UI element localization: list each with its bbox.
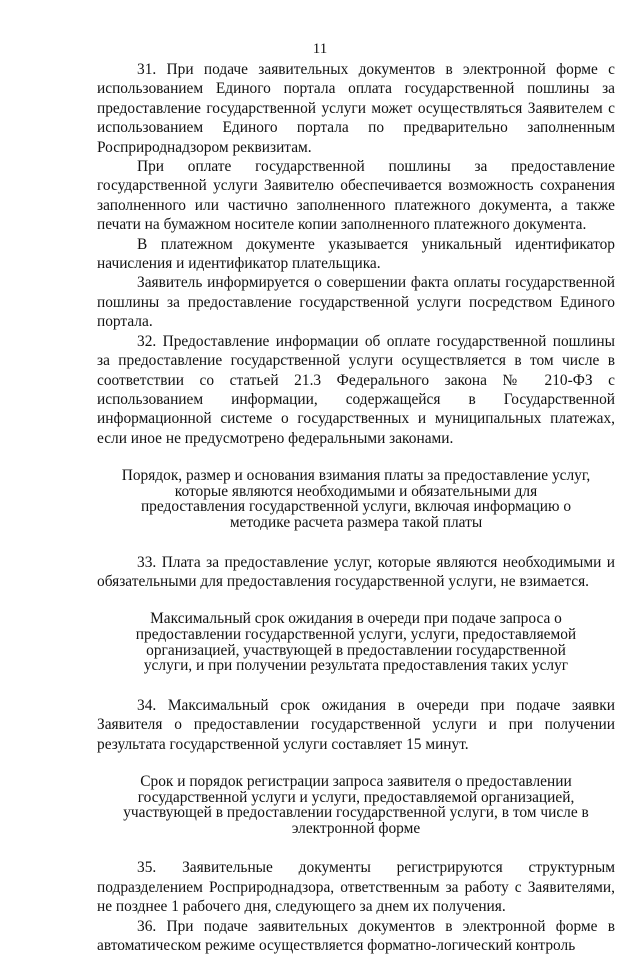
section-heading-queue-time: Максимальный срок ожидания в очереди при подаче запроса о предоставлении государственной услуги, услуги, предоставляемой организацией, участвующей в предоставлении государственной услуги, и при получении результата предоставления таких услуг [121, 611, 591, 673]
paragraph-31: 31. При подаче заявительных документов в электронной форме с использованием Единого портала оплата государственной пошлины за предоставление государственной услуги может осуществляться Заявителем с использованием Единого портала по предварительно заполненным Росприроднадзором реквизитам. [97, 60, 615, 157]
section-heading-registration: Срок и порядок регистрации запроса заявителя о предоставлении государственной услуги и услуги, предоставляемой организацией, участвующей в предоставлении государственной услуги, в том числе в электронной форме [121, 774, 591, 836]
paragraph-34: 34. Максимальный срок ожидания в очереди при подаче заявки Заявителя о предоставлении государственной услуги и при получении результата государственной услуги составляет 15 минут. [97, 696, 615, 754]
paragraph-32: 32. Предоставление информации об оплате государственной пошлины за предоставление государственной услуги осуществляется в том числе в соответствии со статьей 21.3 Федерального закона № 210-ФЗ с использованием информации, содержащейся в Государственной информационной системе о государственных и муниципальных платежах, если иное не предусмотрено федеральными законами. [97, 332, 615, 448]
page-number: 11 [0, 40, 640, 58]
paragraph-duty-payment: При оплате государственной пошлины за предоставление государственной услуги Заявителю обеспечивается возможность сохранения заполненного или частично заполненного платежного документа, а также печати на бумажном носителе копии заполненного платежного документа. [97, 157, 615, 235]
paragraph-35: 35. Заявительные документы регистрируются структурным подразделением Росприроднадзора, ответственным за работу с Заявителями, не позднее 1 рабочего дня, следующего за днем их получения. [97, 858, 615, 916]
paragraph-33: 33. Плата за предоставление услуг, которые являются необходимыми и обязательными для предоставления государственной услуги, не взимается. [97, 553, 615, 592]
paragraph-payment-document: В платежном документе указывается уникальный идентификатор начисления и идентификатор плательщика. [97, 235, 615, 274]
paragraph-36: 36. При подаче заявительных документов в электронной форме в автоматическом режиме осуществляется форматно-логический контроль [97, 917, 615, 955]
section-heading-fees: Порядок, размер и основания взимания платы за предоставление услуг, которые являются необходимыми и обязательными для предоставления государственной услуги, включая информацию о методике расчета размера такой платы [121, 468, 591, 530]
paragraph-payment-notification: Заявитель информируется о совершении факта оплаты государственной пошлины за предоставление государственной услуги посредством Единого портала. [97, 273, 615, 331]
document-body [97, 60, 615, 955]
